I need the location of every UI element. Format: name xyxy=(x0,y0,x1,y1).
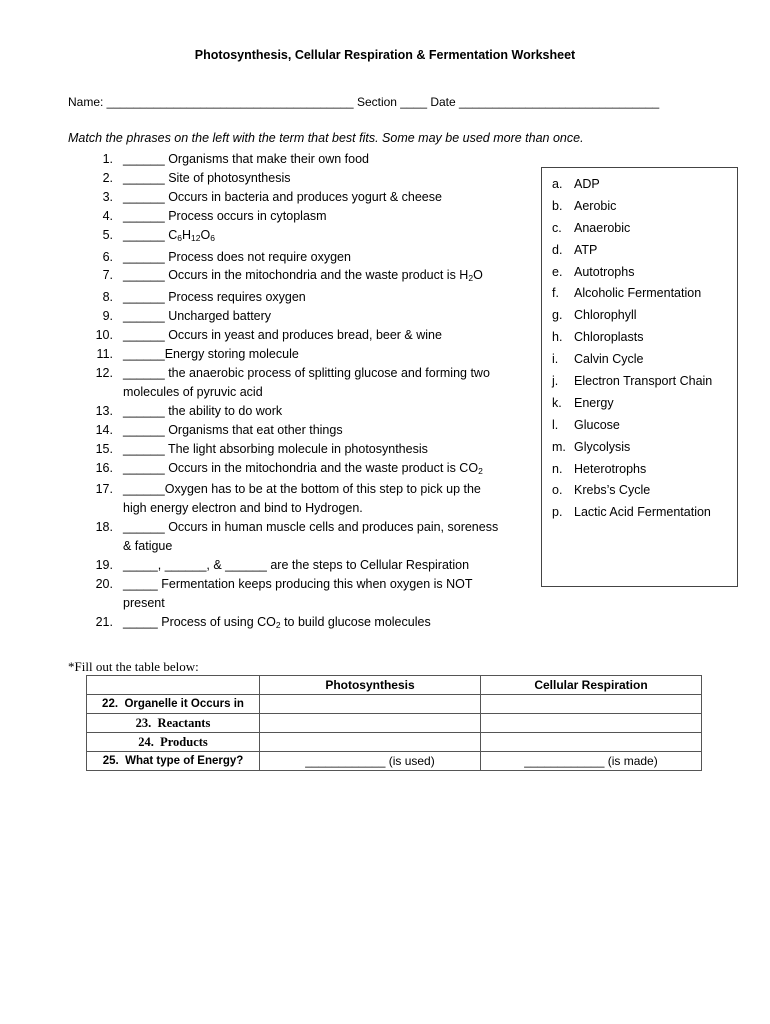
question-number: 4. xyxy=(102,208,113,223)
question-number: 17. xyxy=(95,482,113,497)
term-item xyxy=(542,282,737,304)
question-number: 19. xyxy=(95,558,113,573)
term-text: Anaerobic xyxy=(574,220,631,235)
question-item xyxy=(88,556,538,575)
term-letter: f. xyxy=(552,286,559,301)
question-item xyxy=(88,480,538,518)
energy-used-cell[interactable]: ____________ (is used) xyxy=(260,752,481,771)
term-item xyxy=(542,414,737,436)
term-item xyxy=(542,436,737,458)
term-letter: a. xyxy=(552,176,563,191)
question-item xyxy=(88,150,538,169)
answer-blank[interactable]: _____ xyxy=(123,614,162,629)
question-item xyxy=(88,307,538,326)
answer-blank[interactable]: ______ xyxy=(123,328,169,343)
question-text: Process occurs in cytoplasm xyxy=(168,208,327,223)
answer-blank[interactable]: ______ xyxy=(123,309,169,324)
question-text: Occurs in the mitochondria and the waste product is $CO_2$ xyxy=(168,460,483,476)
answer-blank[interactable]: _____ xyxy=(123,576,162,591)
answer-cell[interactable] xyxy=(260,714,481,733)
question-number: 21. xyxy=(95,614,113,629)
term-item xyxy=(542,348,737,370)
question-text-continued: present xyxy=(123,595,165,610)
answer-cell[interactable] xyxy=(260,733,481,752)
term-letter: j. xyxy=(552,373,559,388)
question-body xyxy=(123,150,369,169)
question-text: the ability to do work xyxy=(168,403,283,418)
answer-cell[interactable] xyxy=(481,714,702,733)
row-label-text: Reactants xyxy=(157,715,211,730)
term-text: Glucose xyxy=(574,417,620,432)
question-body xyxy=(123,266,483,288)
answer-cell[interactable] xyxy=(481,695,702,714)
question-number: 9. xyxy=(102,309,113,324)
question-number: 7. xyxy=(102,268,113,283)
question-text: Occurs in the mitochondria and the waste product is $H_2O$ xyxy=(168,268,483,284)
question-number: 16. xyxy=(95,460,113,475)
term-item xyxy=(542,217,737,239)
question-item xyxy=(88,421,538,440)
table-row xyxy=(87,733,702,752)
question-item xyxy=(88,613,538,635)
question-text: Organisms that make their own food xyxy=(168,152,369,166)
question-number: 2. xyxy=(102,170,113,185)
question-item xyxy=(88,207,538,226)
question-item xyxy=(88,518,538,556)
question-body xyxy=(123,556,469,575)
answer-blank[interactable]: ______ xyxy=(123,460,169,475)
term-text: Krebs’s Cycle xyxy=(574,483,651,498)
question-body xyxy=(123,518,498,556)
term-letter: k. xyxy=(552,395,562,410)
question-number: 5. xyxy=(102,227,113,242)
question-item xyxy=(88,326,538,345)
question-text: Fermentation keeps producing this when oxygen is NOT xyxy=(161,576,473,591)
term-letter: b. xyxy=(552,198,563,213)
term-letter: l. xyxy=(552,417,559,432)
row-label-energy-type xyxy=(87,752,260,771)
term-letter: g. xyxy=(552,308,563,323)
question-item xyxy=(88,288,538,307)
column-header-photosynthesis: Photosynthesis xyxy=(260,676,481,695)
term-letter: i. xyxy=(552,352,559,367)
term-text: Aerobic xyxy=(574,198,617,213)
question-text: are the steps to Cellular Respiration xyxy=(270,558,470,573)
question-text: Occurs in human muscle cells and produces pain, soreness xyxy=(168,520,499,535)
question-item xyxy=(88,459,538,481)
question-item xyxy=(88,226,538,248)
row-number: 23. xyxy=(135,715,152,730)
answer-blank[interactable]: ______ xyxy=(123,290,169,305)
answer-blank[interactable]: ______ xyxy=(123,520,169,535)
energy-made-cell[interactable]: ____________ (is made) xyxy=(481,752,702,771)
question-body xyxy=(123,575,473,613)
term-text: Chloroplasts xyxy=(574,330,644,345)
term-text: Electron Transport Chain xyxy=(574,373,713,388)
row-label-products xyxy=(87,733,260,752)
question-text: Occurs in bacteria and produces yogurt & cheese xyxy=(168,189,442,204)
worksheet-title: Photosynthesis, Cellular Respiration & Fermentation Worksheet xyxy=(194,48,576,62)
question-body xyxy=(123,402,282,421)
table-instructions: *Fill out the table below: xyxy=(68,659,199,674)
term-item xyxy=(542,501,737,523)
answer-blank[interactable]: ______ xyxy=(123,249,169,264)
row-number: 22. xyxy=(102,698,119,710)
instructions: Match the phrases on the left with the term that best fits. Some may be used more than once. xyxy=(68,131,584,145)
answer-blank[interactable]: ______ xyxy=(123,441,168,456)
term-item xyxy=(542,304,737,326)
term-text: Energy xyxy=(574,395,614,410)
question-text: Site of photosynthesis xyxy=(168,170,291,185)
table-row xyxy=(87,714,702,733)
answer-blank[interactable]: ______ xyxy=(123,208,169,223)
answer-blank[interactable]: ______ xyxy=(123,227,169,242)
question-body xyxy=(123,288,306,307)
table-corner-cell xyxy=(87,676,260,695)
term-letter: h. xyxy=(552,330,563,345)
question-number: 1. xyxy=(102,152,113,166)
term-text: Glycolysis xyxy=(574,439,631,454)
term-text: Lactic Acid Fermentation xyxy=(574,505,711,520)
question-text: Organisms that eat other things xyxy=(168,422,343,437)
column-header-cellular-respiration: Cellular Respiration xyxy=(481,676,702,695)
term-item xyxy=(542,195,737,217)
question-number: 10. xyxy=(95,328,113,343)
question-item xyxy=(88,575,538,613)
name-section-date-line: Name: _____________________________________ Section ____ Date ______________________________ xyxy=(68,95,660,109)
term-text: ATP xyxy=(574,242,598,257)
answer-blank[interactable]: ______ xyxy=(123,422,169,437)
fill-in-table xyxy=(86,675,702,771)
question-text: $C_6H_{12}O_6$ xyxy=(168,227,215,243)
term-text: Chlorophyll xyxy=(574,308,637,323)
answer-cell[interactable] xyxy=(260,695,481,714)
term-letter: o. xyxy=(552,483,563,498)
term-text: Calvin Cycle xyxy=(574,352,644,367)
question-text: Occurs in yeast and produces bread, beer & wine xyxy=(168,328,442,343)
term-letter: p. xyxy=(552,505,563,520)
term-letter: m. xyxy=(552,439,566,454)
question-text: Uncharged battery xyxy=(168,309,272,324)
table-row xyxy=(87,752,702,771)
answer-blank[interactable]: ______ xyxy=(123,152,169,166)
question-body xyxy=(123,248,351,267)
question-text: Oxygen has to be at the bottom of this step to pick up the xyxy=(164,482,481,497)
question-number: 8. xyxy=(102,290,113,305)
answer-blank[interactable]: _____, ______, & ______ xyxy=(123,558,271,573)
question-body xyxy=(123,364,490,402)
term-letter: n. xyxy=(552,461,563,476)
question-body xyxy=(123,459,483,481)
question-body xyxy=(123,188,442,207)
question-number: 13. xyxy=(95,403,113,418)
question-item xyxy=(88,188,538,207)
question-number: 3. xyxy=(102,189,113,204)
row-label-reactants xyxy=(87,714,260,733)
question-text-continued: & fatigue xyxy=(123,539,173,554)
question-text: the anaerobic process of splitting glucose and forming two xyxy=(168,365,490,380)
question-text: The light absorbing molecule in photosynthesis xyxy=(167,441,428,456)
question-item xyxy=(88,266,538,288)
term-item xyxy=(542,370,737,392)
question-number: 14. xyxy=(95,422,113,437)
question-body xyxy=(123,421,343,440)
term-text: Alcoholic Fermentation xyxy=(574,286,702,301)
term-letter: c. xyxy=(552,220,562,235)
question-body xyxy=(123,480,481,518)
question-number: 18. xyxy=(95,520,113,535)
term-item xyxy=(542,479,737,501)
answer-cell[interactable] xyxy=(481,733,702,752)
question-number: 20. xyxy=(95,576,113,591)
question-body xyxy=(123,169,290,188)
question-list xyxy=(88,150,538,635)
term-text: ADP xyxy=(574,176,600,191)
question-text: Energy storing molecule xyxy=(164,347,299,362)
question-body xyxy=(123,207,327,226)
question-number: 6. xyxy=(102,249,113,264)
term-item xyxy=(542,173,737,195)
term-item xyxy=(542,326,737,348)
term-text: Autotrophs xyxy=(574,264,635,279)
answer-blank[interactable]: ______ xyxy=(123,347,165,362)
term-item xyxy=(542,458,737,480)
question-text-continued: high energy electron and bind to Hydrogen. xyxy=(123,501,363,516)
question-item xyxy=(88,364,538,402)
row-number: 25. xyxy=(102,755,119,767)
answer-blank[interactable]: ______ xyxy=(123,268,169,283)
row-label-text: What type of Energy? xyxy=(125,755,244,767)
question-number: 15. xyxy=(95,441,113,456)
answer-blank[interactable]: ______ xyxy=(123,482,165,497)
answer-blank[interactable]: ______ xyxy=(123,403,169,418)
question-body xyxy=(123,307,271,326)
answer-blank[interactable]: ______ xyxy=(123,189,169,204)
question-item xyxy=(88,248,538,267)
question-body xyxy=(123,440,428,459)
question-body xyxy=(123,226,215,248)
question-body xyxy=(123,326,442,345)
question-number: 12. xyxy=(95,365,113,380)
question-body xyxy=(123,613,431,635)
question-body xyxy=(123,345,299,364)
row-label-organelle xyxy=(87,695,260,714)
question-item xyxy=(88,402,538,421)
term-item xyxy=(542,392,737,414)
table-header-row xyxy=(87,676,702,695)
term-text: Heterotrophs xyxy=(574,461,647,476)
term-letter: e. xyxy=(552,264,563,279)
answer-blank[interactable]: ______ xyxy=(123,170,169,185)
question-text: Process requires oxygen xyxy=(168,290,306,305)
term-item xyxy=(542,239,737,261)
question-number: 11. xyxy=(96,347,113,362)
term-item xyxy=(542,261,737,283)
term-bank xyxy=(541,167,738,587)
answer-blank[interactable]: ______ xyxy=(123,365,169,380)
table-row xyxy=(87,695,702,714)
question-item xyxy=(88,345,538,364)
term-letter: d. xyxy=(552,242,563,257)
row-number: 24. xyxy=(138,734,154,749)
question-text: Process does not require oxygen xyxy=(168,249,351,264)
row-label-text: Organelle it Occurs in xyxy=(124,698,244,710)
question-item xyxy=(88,440,538,459)
question-text: Process of using $CO_2$ to build glucose molecules xyxy=(161,614,431,630)
row-label-text: Products xyxy=(160,734,208,749)
question-item xyxy=(88,169,538,188)
question-text-continued: molecules of pyruvic acid xyxy=(123,384,263,399)
